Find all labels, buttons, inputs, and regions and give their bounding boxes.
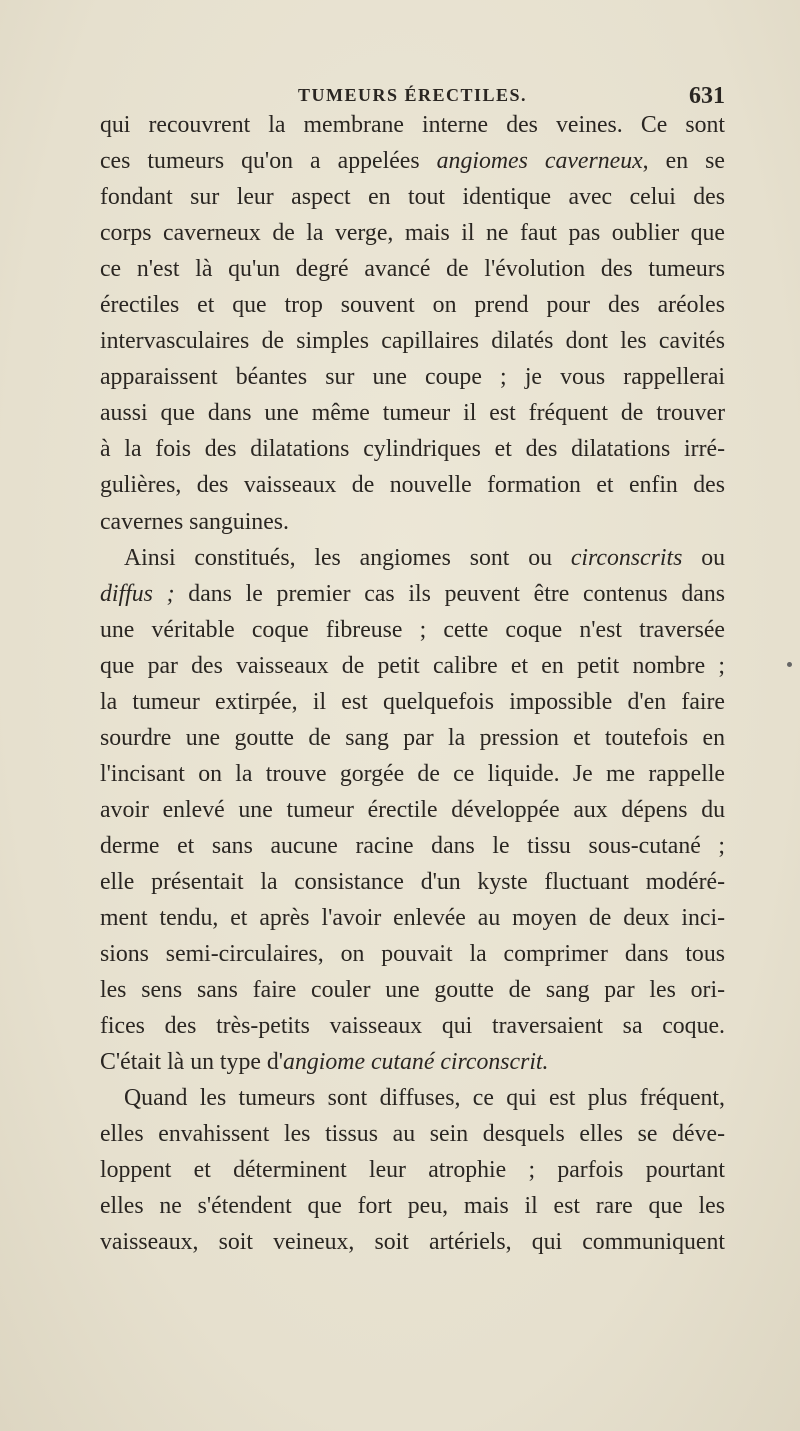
text-line: intervasculaires de simples capillaires dilatés dont les cavités xyxy=(100,328,725,355)
page-number: 631 xyxy=(689,83,725,109)
text-line: ces tumeurs qu'on a appelées angiomes caverneux, en se xyxy=(100,148,725,175)
text-line: les sens sans faire couler une goutte de sang par les ori- xyxy=(100,977,725,1004)
text-line: l'incisant on la trouve gorgée de ce liquide. Je me rappelle xyxy=(100,760,725,787)
text-line: ce n'est là qu'un degré avancé de l'évolution des tumeurs xyxy=(100,256,725,283)
text-line: sions semi-circulaires, on pouvait la comprimer dans tous xyxy=(100,941,725,968)
text-line: à la fois des dilatations cylindriques et des dilatations irré- xyxy=(100,436,725,463)
text-line: elles ne s'étendent que fort peu, mais il est rare que les xyxy=(100,1193,725,1220)
text-line: apparaissent béantes sur une coupe ; je vous rappellerai xyxy=(100,364,725,391)
text-line: vaisseaux, soit veineux, soit artériels, qui communiquent xyxy=(100,1229,725,1256)
text-line: qui recouvrent la membrane interne des veines. Ce sont xyxy=(100,112,725,138)
text-line: diffus ; dans le premier cas ils peuvent être contenus dans xyxy=(100,580,725,607)
text-line: que par des vaisseaux de petit calibre et en petit nombre ; xyxy=(100,652,725,679)
text-line: derme et sans aucune racine dans le tissu sous-cutané ; xyxy=(100,832,725,859)
text-line: aussi que dans une même tumeur il est fréquent de trouver xyxy=(100,400,725,427)
text-line: corps caverneux de la verge, mais il ne faut pas oublier que xyxy=(100,220,725,247)
text-line: C'était là un type d'angiome cutané circonscrit. xyxy=(100,1049,549,1076)
text-line: Ainsi constitués, les angiomes sont ou circonscrits ou xyxy=(124,544,726,571)
text-line: la tumeur extirpée, il est quelquefois impossible d'en faire xyxy=(100,688,725,715)
margin-mark xyxy=(787,662,792,667)
text-line: fices des très-petits vaisseaux qui traversaient sa coque. xyxy=(100,1013,725,1040)
text-line: une véritable coque fibreuse ; cette coque n'est traversée xyxy=(100,616,725,643)
body-text xyxy=(100,107,725,1261)
text-line: sourdre une goutte de sang par la pression et toutefois en xyxy=(100,724,725,751)
text-line: fondant sur leur aspect en tout identique avec celui des xyxy=(100,184,725,211)
text-line: elles envahissent les tissus au sein desquels elles se déve- xyxy=(100,1121,725,1148)
text-line: avoir enlevé une tumeur érectile développée aux dépens du xyxy=(100,796,725,823)
text-line: cavernes sanguines. xyxy=(100,508,289,535)
text-line: érectiles et que trop souvent on prend pour des aréoles xyxy=(100,292,725,319)
text-line: elle présentait la consistance d'un kyste fluctuant modéré- xyxy=(100,868,725,895)
running-title: TUMEURS ÉRECTILES. xyxy=(297,85,528,105)
text-line: Quand les tumeurs sont diffuses, ce qui est plus fréquent, xyxy=(124,1085,725,1112)
text-line: gulières, des vaisseaux de nouvelle formation et enfin des xyxy=(100,472,725,499)
text-line: ment tendu, et après l'avoir enlevée au moyen de deux inci- xyxy=(100,905,725,932)
text-line: loppent et déterminent leur atrophie ; parfois pourtant xyxy=(100,1157,725,1184)
